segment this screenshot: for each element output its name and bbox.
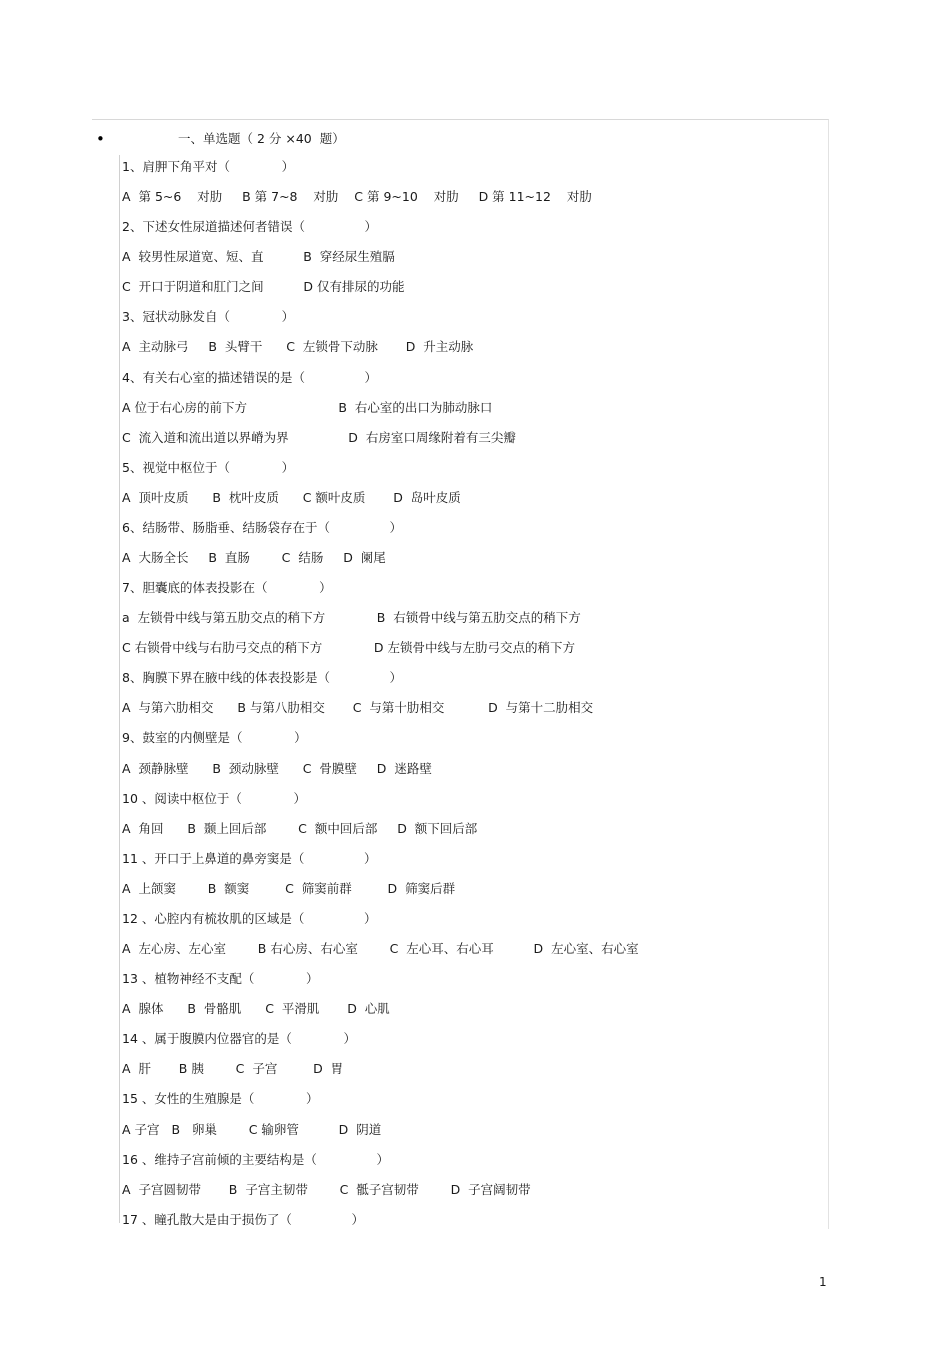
bullet-point: • [96,130,105,148]
option-line: A 大肠全长 B 直肠 C 结肠 D 阑尾 [122,550,386,566]
question-line: 6、结肠带、肠脂垂、结肠袋存在于（ ） [122,519,403,535]
question-line: 1、肩胛下角平对（ ） [122,159,295,174]
option-line: A 位于右心房的前下方 B 右心室的出口为肺动脉口 [122,399,493,415]
left-margin-rule [119,155,120,1223]
option-line: A 肝 B 胰 C 子宫 D 胃 [122,1061,344,1077]
question-line: 12 、心腔内有梳妆肌的区域是（ ） [122,910,377,926]
option-line: A 角回 B 颞上回后部 C 额中回后部 D 额下回后部 [122,820,478,836]
question-line: 2、下述女性尿道描述何者错误（ ） [122,219,378,235]
option-line: A 腺体 B 骨骼肌 C 平滑肌 D 心肌 [122,1001,390,1017]
option-line: A 第 5~6 对肋 B 第 7~8 对肋 C 第 9~10 对肋 D 第 11~12 对肋 [122,189,592,205]
option-line: A 与第六肋相交 B 与第八肋相交 C 与第十肋相交 D 与第十二肋相交 [122,700,594,716]
option-line: C 开口于阴道和肛门之间 D 仅有排尿的功能 [122,279,405,295]
question-line: 13 、植物神经不支配（ ） [122,971,319,987]
question-line: 3、冠状动脉发自（ ） [122,309,295,325]
question-line: 4、有关右心室的描述错误的是（ ） [122,369,378,385]
question-line: 9、鼓室的内侧壁是（ ） [122,730,307,746]
question-line: 15 、女性的生殖腺是（ ） [122,1091,319,1107]
option-line: A 子宫圆韧带 B 子宫主韧带 C 骶子宫韧带 D 子宫阔韧带 [122,1181,531,1197]
option-line: C 流入道和流出道以界嵴为界 D 右房室口周缘附着有三尖瓣 [122,429,516,445]
question-line: 10 、阅读中枢位于（ ） [122,790,307,806]
option-line: a 左锁骨中线与第五肋交点的稍下方 B 右锁骨中线与第五肋交点的稍下方 [122,610,581,626]
question-list [122,152,802,1235]
question-line: 7、胆囊底的体表投影在（ ） [122,580,332,596]
option-line: A 颈静脉壁 B 颈动脉壁 C 骨膜壁 D 迷路壁 [122,760,432,776]
option-line: A 顶叶皮质 B 枕叶皮质 C 额叶皮质 D 岛叶皮质 [122,489,461,505]
question-line: 17 、瞳孔散大是由于损伤了（ ） [122,1211,364,1227]
option-line: C 右锁骨中线与右肋弓交点的稍下方 D 左锁骨中线与左肋弓交点的稍下方 [122,640,575,656]
option-line: A 主动脉弓 B 头臂干 C 左锁骨下动脉 D 升主动脉 [122,339,474,355]
option-line: A 左心房、左心室 B 右心房、右心室 C 左心耳、右心耳 D 左心室、右心室 [122,941,639,957]
option-line: A 子宫 B 卵巢 C 输卵管 D 阴道 [122,1121,382,1137]
section-title: 一、单选题（ 2 分 ×40 题） [178,131,345,146]
question-line: 5、视觉中枢位于（ ） [122,459,295,475]
question-line: 11 、开口于上鼻道的鼻旁窦是（ ） [122,850,377,866]
question-line: 8、胸膜下界在腋中线的体表投影是（ ） [122,670,403,686]
question-line: 16 、维持子宫前倾的主要结构是（ ） [122,1151,389,1167]
question-line: 14 、属于腹膜内位器官的是（ ） [122,1031,357,1047]
page-number: 1 [819,1275,827,1289]
option-line: A 较男性尿道宽、短、直 B 穿经尿生殖膈 [122,249,395,265]
option-line: A 上颌窦 B 额窦 C 筛窦前群 D 筛窦后群 [122,880,456,896]
